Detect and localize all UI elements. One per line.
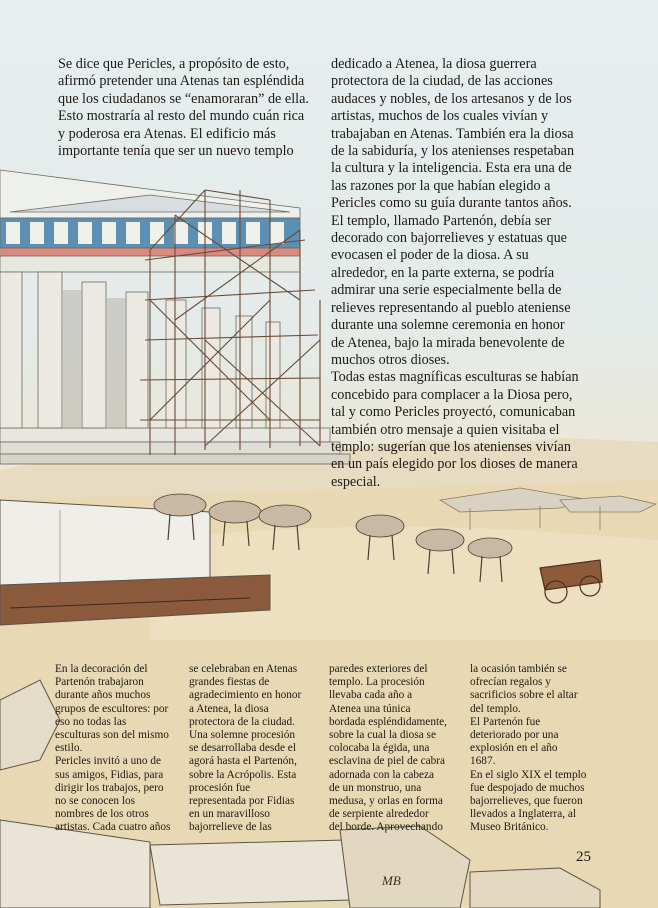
artist-signature: MB [382, 873, 401, 888]
parthenon-paragraph: dedicado a Atenea, la diosa guerrera protectora de la ciudad, de las acciones audaces y nobles, de los artesanos y de los artistas, muchos de los cuales vivían y trabajaban en Atenas. También era la diosa de la sabiduría, y los atenienses respetaban la cultura y la inteligencia. Esta era una de las razones por la que habían elegido a Pericles como su guía durante tantos años. El templo, llamado Partenón, debía ser decorado con bajorrelieves y estatuas que evocasen el poder de la diosa. A su alrededor, en la parte externa, se podría admirar una serie especialmente bella de relieves representando al pueblo ateniense durante una solemne ceremonia en honor de Atenea, bajo la mirada benevolente de muchos otros dioses. Todas estas magníficas esculturas se habían concebido para complacer a la Diosa pero, tal y como Pericles proyectó, comunicaban también otro mensaje a quien visitaba el templo: sugerían que los atenienses vivían en un país elegido por los dioses de manera especial. [331, 56, 579, 490]
intro-paragraph: Se dice que Pericles, a propósito de esto, afirmó pretender una Atenas tan espléndida que los ciudadanos se “enamoraran” de ella. Esto mostraría al resto del mundo cuán rica y poderosa era Atenas. El edificio más importante tenía que ser un nuevo templo [58, 56, 309, 160]
footnote-column-3: paredes exteriores del templo. La procesión llevaba cada año a Atenea una túnica bordada espléndidamente, sobre la cual la diosa se colocaba la égida, una esclavina de piel de cabra adornada con la cabeza de un monstruo, una medusa, y orlas en forma de serpiente alrededor del borde. Aprovechando [329, 663, 447, 834]
footnote-column-2: se celebraban en Atenas grandes fiestas de agradecimiento en honor a Atenea, la diosa protectora de la ciudad. Una solemne procesión se desarrollaba desde el agorá hasta el Partenón, sobre la Acrópolis. Esta procesión fue representada por Fidias en un maravilloso bajorrelieve de las [189, 663, 302, 834]
footnote-column-1: En la decoración del Partenón trabajaron durante años muchos grupos de escultores: por eso no todas las esculturas son del mismo estilo. Pericles invitó a uno de sus amigos, Fidias, para dirigir los trabajos, pero no se conocen los nombres de los otros artistas. Cada cuatro años [55, 663, 171, 834]
page-number: 25 [576, 849, 591, 865]
footnote-column-4: la ocasión también se ofrecían regalos y sacrificios sobre el altar del templo. El Partenón fue deteriorado por una explosión en el año 1687. En el siglo XIX el templo fue despojado de muchos bajorrelieves, que fueron llevados a Inglaterra, al Museo Británico. [470, 663, 587, 834]
